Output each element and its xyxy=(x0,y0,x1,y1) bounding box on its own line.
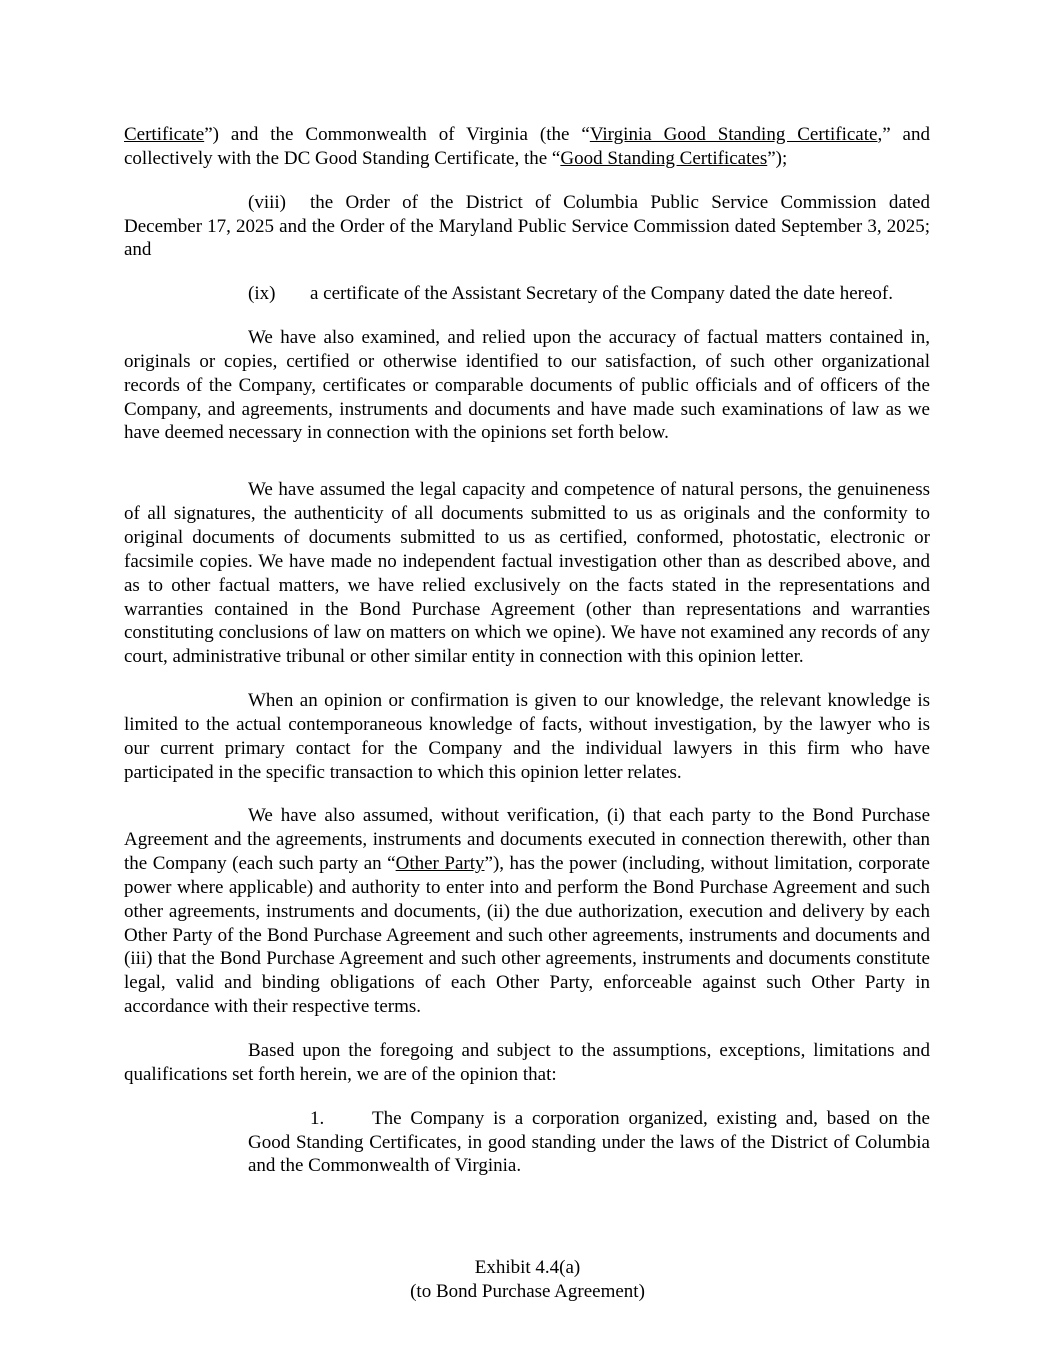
text: We have also assumed, without verification, (i) that each party to the Bond Purchase Agreement and the agreements, instruments and documents executed in connection therewith, other than the Company (each such party an “ xyxy=(124,805,930,875)
defined-term: Virginia Good Standing Certificate xyxy=(589,124,878,145)
item-label: (ix) xyxy=(248,283,276,305)
paragraph-certificates-definition xyxy=(124,123,930,171)
exhibit-reference: (to Bond Purchase Agreement) xyxy=(410,1280,645,1302)
item-text: a certificate of the Assistant Secretary of the Company dated the date hereof. xyxy=(310,283,893,305)
list-item-viii xyxy=(124,191,930,263)
item-label: (viii) xyxy=(248,191,286,213)
page-footer xyxy=(0,1256,1055,1304)
paragraph-examined: We have also examined, and relied upon the accuracy of factual matters contained in, originals or copies, certified or otherwise identified to our satisfaction, of such other organizational records of the Company, certificates or comparable documents of public officials and of officers of the Company, and agreements, instruments and documents and have made such examinations of law as we have deemed necessary in connection with the opinions set forth below. xyxy=(124,327,930,444)
paragraph-other-party xyxy=(124,804,930,1019)
text: ,” and collectively with the DC Good Standing Certificate, the “ xyxy=(124,124,930,169)
paragraph-knowledge: When an opinion or confirmation is given to our knowledge, the relevant knowledge is limited to the actual contemporaneous knowledge of facts, without investigation, by the lawyer who is our current primary contact for the Company and the individual lawyers in this firm who have participated in the specific transaction to which this opinion letter relates. xyxy=(124,690,930,783)
text: ”); xyxy=(767,147,788,169)
list-item-ix xyxy=(124,282,930,306)
item-text: The Company is a corporation organized, existing and, based on the Good Standing Certificates, in good standing under the laws of the District of Columbia and the Commonwealth of Virginia. xyxy=(248,1107,930,1177)
item-text: the Order of the District of Columbia Public Service Commission dated December 17, 2025 and the Order of the Maryland Public Service Commission dated September 3, 2025; and xyxy=(124,191,930,261)
defined-term: Other Party xyxy=(395,853,485,875)
item-label: 1. xyxy=(310,1107,325,1129)
paragraph-based-upon: Based upon the foregoing and subject to the assumptions, exceptions, limitations and qualifications set forth herein, we are of the opinion that: xyxy=(124,1040,930,1085)
exhibit-label: Exhibit 4.4(a) xyxy=(474,1257,581,1278)
defined-term: Certificate xyxy=(124,124,205,145)
paragraph-assumptions: We have assumed the legal capacity and competence of natural persons, the genuineness of all signatures, the authenticity of all documents submitted to us as originals and the conformity to original documents of documents submitted to us as certified, conformed, photostatic, electronic or facsimile copies. We have made no independent factual investigation other than as described above, and as to other factual matters, we have relied exclusively on the facts stated in the representations and warranties contained in the Bond Purchase Agreement (other than representations and warranties constituting conclusions of law on matters on which we opine). We have not examined any records of any court, administrative tribunal or other similar entity in connection with this opinion letter. xyxy=(124,479,930,668)
defined-term: Good Standing Certificates xyxy=(560,147,768,169)
text: ”) and the Commonwealth of Virginia (the “ xyxy=(204,124,590,145)
opinion-item-1 xyxy=(124,1107,930,1179)
document-page xyxy=(124,123,930,1198)
text: ”), has the power (including, without limitation, corporate power where applicable) and authority to enter into and perform the Bond Purchase Agreement and such other agreements, instruments and documents, (ii) the due authorization, execution and delivery by each Other Party of the Bond Purchase Agreement and such other agreements, instruments and documents and (iii) that the Bond Purchase Agreement and such other agreements, instruments and documents constitute legal, valid and binding obligations of each Other Party, enforceable against such Other Party in accordance with their respective terms. xyxy=(124,853,930,1018)
